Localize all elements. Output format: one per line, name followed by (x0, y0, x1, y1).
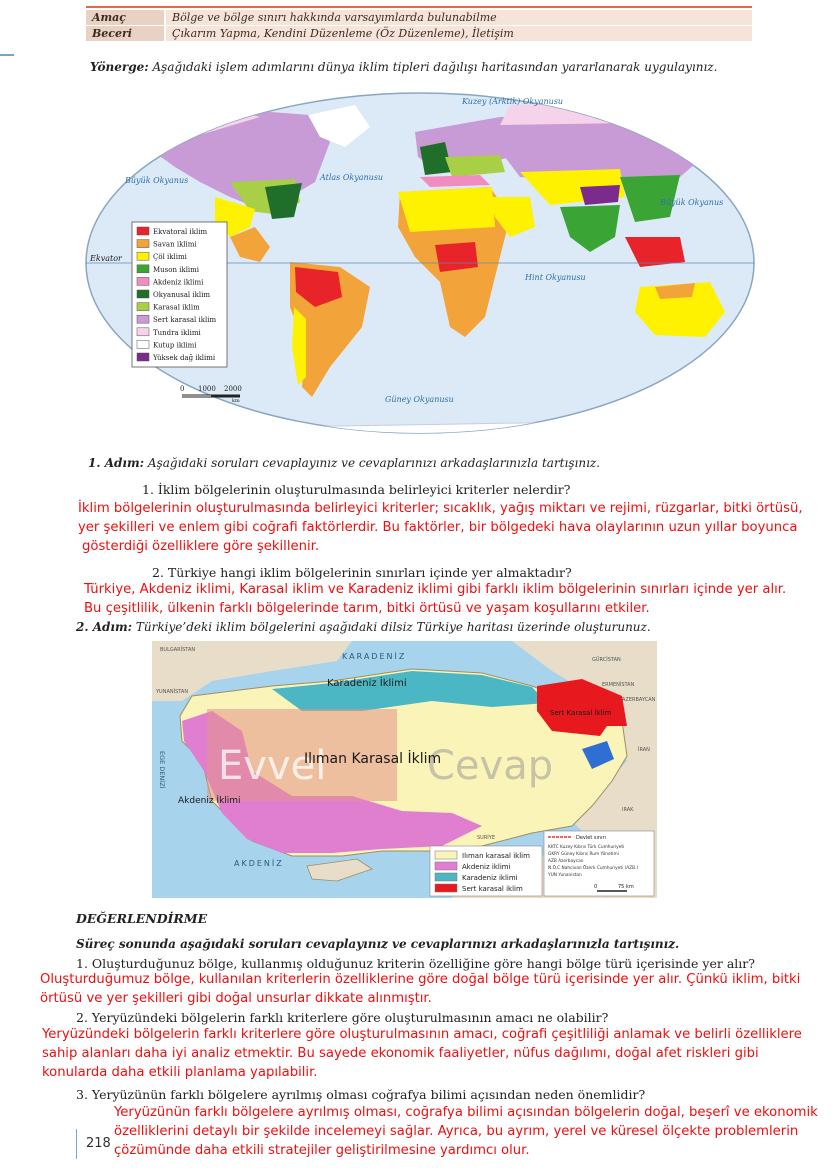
legend-swatch (137, 328, 149, 336)
step1-heading (88, 456, 600, 470)
region-harsh-label: Sert Karasal İklim (550, 709, 612, 717)
legend-label: Ekvatoral iklim (153, 228, 208, 236)
africa-equatorial (435, 242, 478, 272)
step1-a1-line1: İklim bölgelerinin oluşturulmasında belirleyici kriterler; sıcaklık, yağış miktarı ve rejimi, rüzgarlar, bitki örtüsü, (78, 501, 803, 516)
turkey-legend-swatch (435, 884, 457, 892)
watermark-evvel: Evvel (218, 743, 327, 789)
eval-a1 (40, 970, 800, 1008)
eval-q1: 1. Oluşturduğunuz bölge, kullanmış olduğunuz kriterin özelliğine göre hangi bölge türü içerisinde yer alır? (76, 956, 755, 971)
step1-text: Aşağıdaki soruları cevaplayınız ve cevaplarınızı arkadaşlarınızla tartışınız. (147, 456, 601, 470)
step2-text: Türkiye’deki iklim bölgelerini aşağıdaki dilsiz Türkiye haritası üzerinde oluşturunuz. (135, 620, 651, 634)
legend-label: Savan iklimi (153, 240, 197, 249)
eval-a3-line1: Yeryüzünün farklı bölgelere ayrılmış olması, coğrafya bilimi açısından bölgelerin doğal, beşerî ve ekonomik (114, 1105, 818, 1120)
legend-label: Okyanusal iklim (153, 291, 210, 299)
neighbor-syria: SURİYE (477, 835, 495, 841)
eval-a2-line1: Yeryüzündeki bölgelerin farklı kriterlere göre oluşturulmasının amacı, coğrafi çeşitliliği anlamak ve belirli özelliklere (42, 1027, 802, 1042)
legend-swatch (137, 303, 149, 311)
ocean-atlantic: Atlas Okyanusu (320, 173, 384, 182)
step1-a2-line2: Bu çeşitlilik, ülkenin farklı bölgelerinde tarım, bitki örtüsü ve yaşam koşullarını etkiler. (84, 601, 650, 616)
region-med-label: Akdeniz İklimi (178, 796, 241, 806)
legend-swatch (137, 240, 149, 248)
ocean-arctic: Kuzey (Arktik) Okyanusu (462, 97, 564, 106)
legend-label: Akdeniz iklimi (153, 278, 204, 287)
step1-a1 (78, 499, 803, 556)
legend-swatch (137, 315, 149, 323)
scale-zero: 0 (180, 385, 185, 393)
legend-swatch (137, 252, 149, 260)
eval-a1-line2: örtüsü ve yer şekilleri gibi doğal unsurlar dikkate alınmıştır. (40, 991, 432, 1006)
turkey-legend-swatch (435, 873, 457, 881)
eu-mediterranean (420, 175, 490, 187)
border-label: Devlet sınırı (576, 835, 606, 841)
legend-swatch (137, 227, 149, 235)
objective-table (86, 10, 752, 42)
abbr-line: YUN Yunanistan (548, 873, 582, 878)
eval-a2-line2: sahip alanları daha iyi analiz etmektir. Bu sayede ekonomik faaliyetler, nüfus dağılımı, doğal afet riskleri gibi (42, 1046, 759, 1061)
turkey-scale-zero: 0 (594, 884, 598, 890)
neighbor-iraq: IRAK (622, 807, 634, 813)
instruction-text: Aşağıdaki işlem adımlarını dünya iklim tipleri dağılışı haritasından yararlanarak uygulayınız. (152, 60, 718, 74)
step1-a1-line3: gösterdiği özelliklere göre şekillenir. (82, 539, 320, 554)
step1-label: 1. Adım: (88, 456, 145, 470)
beceri-label: Beceri (86, 26, 165, 42)
legend-swatch (137, 265, 149, 273)
eval-q2: 2. Yeryüzündeki bölgelerin farklı kriterlere göre oluşturulmasının amacı ne olabilir? (76, 1010, 609, 1025)
step1-a1-line2: yer şekilleri ve enlem gibi coğrafi faktörlerdir. Bu faktörler, bir bölgedeki hava olaylarının uzun yıllar boyunca (78, 520, 798, 535)
region-mild-label: Ilıman Karasal İklim (304, 751, 442, 767)
himalaya (580, 185, 620, 205)
sahara (398, 187, 495, 232)
abbr-line: N.Ö.C Nahcivan Özerk Cumhuriyeti (AZB.) (548, 866, 639, 871)
world-climate-map (80, 87, 760, 440)
ocean-pacific-right: Büyük Okyanus (660, 198, 724, 207)
neighbor-georgia: GÜRCİSTAN (592, 657, 621, 663)
neighbor-azerbaijan: AZERBAYCAN (622, 697, 656, 703)
evaluation-title: DEĞERLENDİRME (76, 911, 208, 926)
legend-label: Tundra iklimi (153, 328, 201, 337)
eval-a3-line2: özelliklerini detaylı bir şekilde incelemeyi sağlar. Ayrıca, bu ayrım, yerel ve küresel ölçekte problemlerin (114, 1124, 799, 1139)
step1-q2: 2. Türkiye hangi iklim bölgelerinin sınırları içinde yer almaktadır? (152, 565, 572, 580)
neighbor-bulgaria: BULGARİSTAN (160, 647, 196, 653)
eval-a2-line3: konularda daha etkili planlama yapılabilir. (42, 1065, 318, 1080)
turkey-legend-label: Karadeniz iklimi (462, 874, 518, 882)
ocean-indian: Hint Okyanusu (525, 273, 586, 282)
map-scale (180, 385, 242, 404)
region-blacksea-label: Karadeniz İklimi (327, 678, 407, 689)
step1-a2 (84, 580, 786, 618)
scale-max: 2000 (224, 385, 242, 393)
step1-q1: 1. İklim bölgelerinin oluşturulmasında belirleyici kriterler nelerdir? (142, 482, 571, 497)
legend-label: Çöl iklimi (153, 253, 187, 262)
step2-label: 2. Adım: (76, 620, 133, 634)
abbr-line: KKTC Kuzey Kıbrıs Türk Cumhuriyeti (548, 845, 625, 850)
sea-blacksea-label: KARADENİZ (342, 652, 407, 661)
abbr-line: GKRY Güney Kıbrıs Rum Yönetimi (548, 852, 619, 857)
neighbor-armenia: ERMENİSTAN (602, 682, 635, 688)
neighbor-iran: İRAN (638, 747, 650, 753)
eval-a2 (42, 1025, 802, 1082)
ocean-southern: Güney Okyanusu (385, 395, 454, 404)
turkey-scale-max: 75 km (618, 884, 634, 890)
eval-a3-line3: çözümünde daha etkili stratejiler geliştirilmesine yardımcı olur. (114, 1143, 530, 1158)
amac-label: Amaç (86, 10, 165, 26)
turkey-climate-map (152, 641, 657, 898)
legend-label: Kutup iklimi (153, 341, 197, 350)
turkey-legend-label: Ilıman karasal iklim (462, 852, 530, 860)
step2-heading (76, 620, 651, 634)
legend-label: Sert karasal iklim (153, 316, 217, 325)
evaluation-intro: Süreç sonunda aşağıdaki soruları cevaplayınız ve cevaplarınızı arkadaşlarınızla tartışınız. (76, 937, 680, 951)
equator-label: Ekvator (90, 254, 122, 263)
legend-label: Yüksek dağ iklimi (153, 354, 216, 362)
instruction-label: Yönerge: (90, 60, 149, 74)
amac-value: Bölge ve bölge sınırı hakkında varsayımlarda bulunabilme (165, 10, 752, 26)
watermark-cevap: Cevap (427, 743, 554, 789)
eval-q3: 3. Yeryüzünün farklı bölgelere ayrılmış olması coğrafya bilimi açısından neden önemlidir? (76, 1087, 646, 1102)
scale-unit: km (232, 398, 240, 404)
neighbor-greece: YUNANİSTAN (156, 689, 189, 695)
turkey-legend-label: Sert karasal iklim (462, 885, 523, 893)
legend-label: Karasal iklim (153, 303, 200, 312)
ocean-pacific-left: Büyük Okyanus (125, 176, 189, 185)
beceri-value: Çıkarım Yapma, Kendini Düzenleme (Öz Düzenleme), İletişim (165, 26, 752, 42)
legend-swatch (137, 277, 149, 285)
side-marker (0, 54, 14, 56)
eval-a3 (114, 1103, 818, 1160)
turkey-legend-swatch (435, 862, 457, 870)
top-rule (86, 6, 752, 8)
legend-swatch (137, 353, 149, 361)
instruction (90, 60, 717, 74)
sea-med-label: AKDENİZ (234, 859, 284, 868)
sea-aegean-label: EGE DENİZİ (158, 751, 166, 789)
scale-mid: 1000 (198, 385, 216, 393)
eval-a1-line1: Oluşturduğumuz bölge, kullanılan kriterlerin özelliklerine göre doğal bölge türü içerisinde yer alır. Çünkü iklim, bitki (40, 972, 801, 987)
step1-a2-line1: Türkiye, Akdeniz iklimi, Karasal iklim ve Karadeniz iklimi gibi farklı iklim bölgelerinin sınırları içinde yer alır. (84, 582, 787, 597)
turkey-legend-swatch (435, 851, 457, 859)
antarctica (260, 422, 600, 440)
page-number-rule (76, 1129, 77, 1159)
legend-swatch (137, 340, 149, 348)
legend-label: Muson iklimi (153, 265, 200, 274)
page-number: 218 (86, 1136, 111, 1151)
abbr-line: AZB Azerbaycan (548, 859, 584, 864)
turkey-legend-label: Akdeniz iklimi (462, 863, 511, 871)
legend-swatch (137, 290, 149, 298)
